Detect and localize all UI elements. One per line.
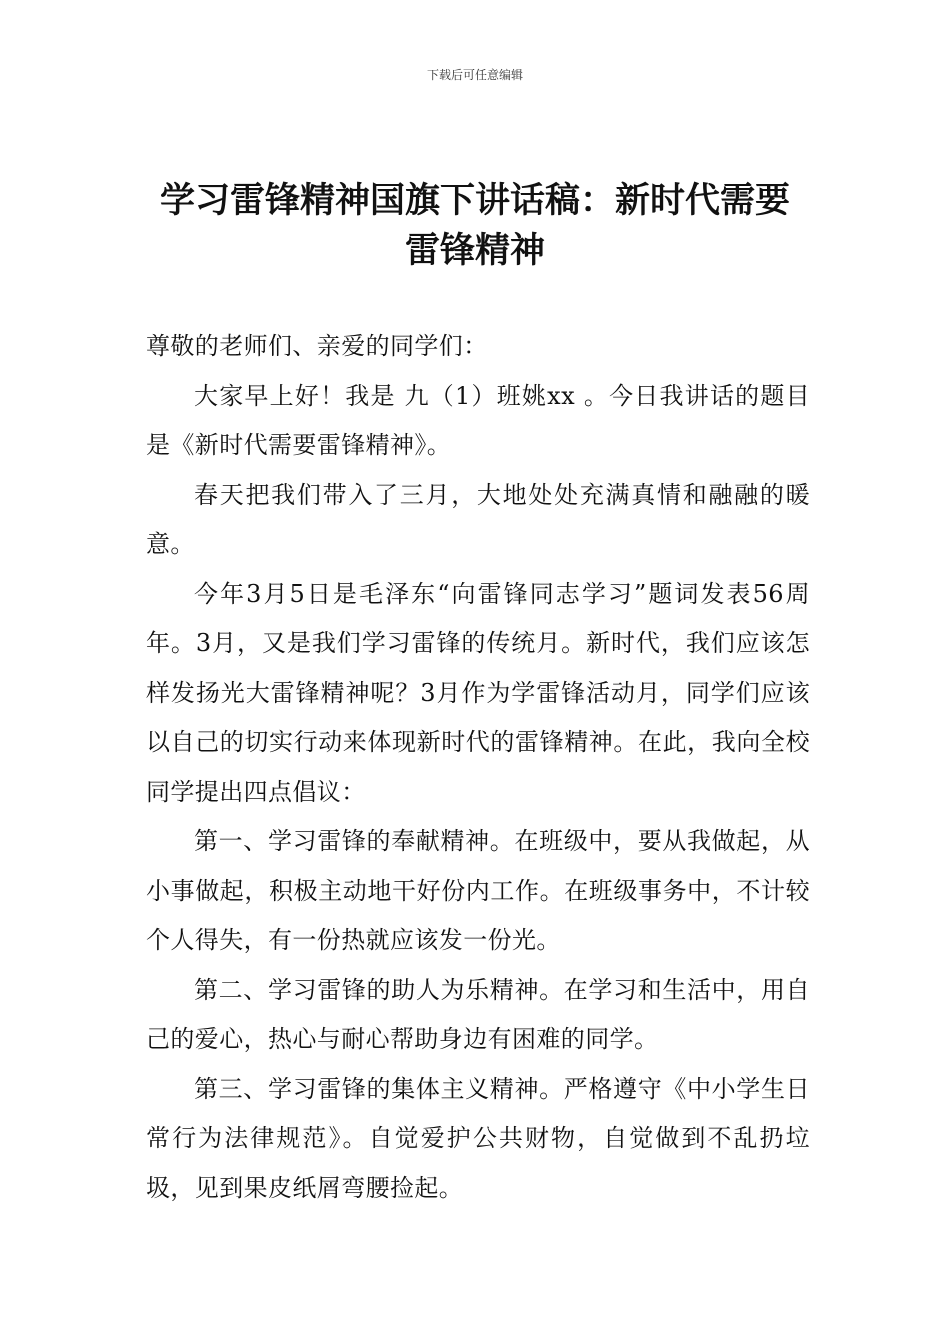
paragraph-point-3: 第三、学习雷锋的集体主义精神。严格遵守《中小学生日常行为法律规范》。自觉爱护公共财物，自觉做到不乱扔垃圾，见到果皮纸屑弯腰捡起。 xyxy=(146,1074,810,1202)
header-note: 下载后可任意编辑 xyxy=(426,68,523,82)
paragraph-point-1: 第一、学习雷锋的奉献精神。在班级中，要从我做起，从小事做起，积极主动地干好份内工作。在班级事务中，不计较个人得失，有一份热就应该发一份光。 xyxy=(146,827,810,954)
salutation: 尊敬的老师们、亲爱的同学们： xyxy=(146,332,488,360)
paragraph-greeting: 大家早上好！我是 九（1）班姚xx 。今日我讲话的题目是《新时代需要雷锋精神》。 xyxy=(146,381,810,459)
paragraph-spring: 春天把我们带入了三月，大地处处充满真情和融融的暖意。 xyxy=(146,480,810,558)
paragraph-anniversary: 今年3月5日是毛泽东“向雷锋同志学习”题词发表56周年。3月，又是我们学习雷锋的传统月。新时代，我们应该怎样发扬光大雷锋精神呢？3月作为学雷锋活动月，同学们应该以自己的切实行动来体现新时代的雷锋精神。在此，我向全校同学提出四点倡议： xyxy=(146,579,810,806)
document-body xyxy=(146,322,810,1213)
title-line-2: 雷锋精神 xyxy=(404,231,545,271)
document-title xyxy=(120,176,830,276)
title-line-1: 学习雷锋精神国旗下讲话稿：新时代需要 xyxy=(159,181,790,221)
paragraph-point-2: 第二、学习雷锋的助人为乐精神。在学习和生活中，用自己的爱心，热心与耐心帮助身边有困难的同学。 xyxy=(146,975,810,1053)
